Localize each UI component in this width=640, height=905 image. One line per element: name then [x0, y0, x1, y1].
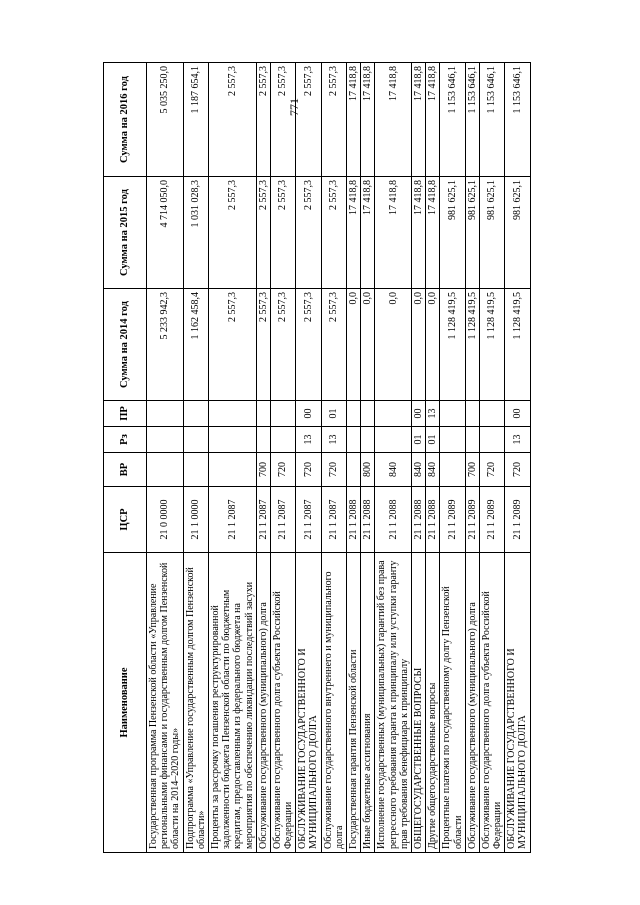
cell-name: Обслуживание государственного (муниципального) долга	[465, 553, 479, 853]
cell-pr	[479, 401, 504, 427]
cell-sum-2016: 1 187 654,1	[183, 63, 208, 177]
table-row	[256, 63, 270, 853]
cell-sum-2014: 0,0	[426, 289, 440, 401]
cell-vr	[347, 453, 361, 487]
cell-sum-2015: 17 418,8	[347, 177, 361, 289]
cell-csr: 21 1 2088	[361, 487, 375, 553]
cell-sum-2014: 0,0	[347, 289, 361, 401]
cell-rz	[208, 427, 256, 453]
table-header-row	[104, 63, 147, 853]
cell-csr: 21 1 2087	[296, 487, 321, 553]
cell-sum-2014: 1 128 419,5	[465, 289, 479, 401]
table-row	[270, 63, 295, 853]
table-body	[147, 63, 531, 853]
table-row	[296, 63, 321, 853]
cell-name: Процентные платежи по государственному долгу Пензенской области	[440, 553, 465, 853]
cell-name: Исполнение государственных (муниципальных) гарантий без права регрессного требования гаранта к принципалу или уступки гаранту прав требования бенефициара к принципалу	[375, 553, 412, 853]
cell-vr	[208, 453, 256, 487]
cell-pr: 13	[426, 401, 440, 427]
cell-name: Обслуживание государственного (муниципального) долга	[256, 553, 270, 853]
cell-pr: 00	[411, 401, 425, 427]
cell-sum-2016: 1 153 646,1	[479, 63, 504, 177]
cell-name: Иные бюджетные ассигнования	[361, 553, 375, 853]
cell-sum-2016: 1 153 646,1	[440, 63, 465, 177]
cell-name: Обслуживание государственного внутреннего и муниципального долга	[321, 553, 346, 853]
cell-vr: 840	[411, 453, 425, 487]
table-row	[411, 63, 425, 853]
cell-rz: 01	[411, 427, 425, 453]
header-2016: Сумма на 2016 год	[104, 63, 147, 177]
cell-sum-2016: 2 557,3	[296, 63, 321, 177]
cell-vr: 700	[256, 453, 270, 487]
cell-sum-2016: 2 557,3	[270, 63, 295, 177]
cell-pr	[347, 401, 361, 427]
cell-sum-2014: 2 557,3	[296, 289, 321, 401]
cell-csr: 21 1 2087	[208, 487, 256, 553]
cell-csr: 21 1 2089	[440, 487, 465, 553]
cell-sum-2014: 0,0	[361, 289, 375, 401]
cell-pr	[440, 401, 465, 427]
cell-sum-2015: 981 625,1	[505, 177, 530, 289]
cell-name: Государственная программа Пензенской области «Управление региональными финансами и государственным долгом Пензенской области на 2014–2020 годы»	[147, 553, 184, 853]
cell-rz: 01	[426, 427, 440, 453]
cell-name: ОБСЛУЖИВАНИЕ ГОСУДАРСТВЕННОГО И МУНИЦИПАЛЬНОГО ДОЛГА	[296, 553, 321, 853]
cell-pr	[208, 401, 256, 427]
cell-sum-2015: 17 418,8	[411, 177, 425, 289]
cell-sum-2015: 17 418,8	[361, 177, 375, 289]
header-vr: ВР	[104, 453, 147, 487]
table-row	[361, 63, 375, 853]
table-row	[375, 63, 412, 853]
cell-pr	[183, 401, 208, 427]
cell-sum-2015: 2 557,3	[256, 177, 270, 289]
cell-sum-2016: 17 418,8	[361, 63, 375, 177]
cell-sum-2014: 1 128 419,5	[505, 289, 530, 401]
table-row	[479, 63, 504, 853]
cell-rz	[361, 427, 375, 453]
cell-sum-2016: 1 153 646,1	[505, 63, 530, 177]
cell-name: Подпрограмма «Управление государственным долгом Пензенской области»	[183, 553, 208, 853]
cell-csr: 21 1 2088	[411, 487, 425, 553]
cell-csr: 21 1 2088	[426, 487, 440, 553]
cell-vr: 800	[361, 453, 375, 487]
cell-rz	[465, 427, 479, 453]
cell-rz	[256, 427, 270, 453]
cell-sum-2015: 981 625,1	[465, 177, 479, 289]
cell-sum-2014: 2 557,3	[208, 289, 256, 401]
cell-sum-2014: 5 233 942,3	[147, 289, 184, 401]
cell-vr: 720	[479, 453, 504, 487]
table-row	[147, 63, 184, 853]
cell-rz	[183, 427, 208, 453]
cell-sum-2014: 2 557,3	[256, 289, 270, 401]
cell-pr	[375, 401, 412, 427]
cell-rz: 13	[505, 427, 530, 453]
cell-sum-2015: 2 557,3	[296, 177, 321, 289]
cell-pr	[256, 401, 270, 427]
cell-pr: 00	[296, 401, 321, 427]
cell-sum-2016: 17 418,8	[347, 63, 361, 177]
cell-sum-2015: 2 557,3	[321, 177, 346, 289]
cell-sum-2015: 1 031 028,3	[183, 177, 208, 289]
cell-vr: 840	[375, 453, 412, 487]
table-row	[321, 63, 346, 853]
table-row	[465, 63, 479, 853]
budget-table	[103, 62, 531, 853]
header-2014: Сумма на 2014 год	[104, 289, 147, 401]
table-row	[183, 63, 208, 853]
header-rz: Рз	[104, 427, 147, 453]
header-name: Наименование	[104, 553, 147, 853]
cell-pr	[361, 401, 375, 427]
table-row	[440, 63, 465, 853]
cell-sum-2014: 2 557,3	[270, 289, 295, 401]
cell-csr: 21 1 2089	[465, 487, 479, 553]
cell-sum-2016: 5 035 250,0	[147, 63, 184, 177]
cell-sum-2015: 4 714 050,0	[147, 177, 184, 289]
header-2015: Сумма на 2015 год	[104, 177, 147, 289]
cell-sum-2016: 17 418,8	[411, 63, 425, 177]
cell-csr: 21 1 2088	[347, 487, 361, 553]
cell-sum-2015: 17 418,8	[375, 177, 412, 289]
cell-name: ОБСЛУЖИВАНИЕ ГОСУДАРСТВЕННОГО И МУНИЦИПАЛЬНОГО ДОЛГА	[505, 553, 530, 853]
cell-vr	[440, 453, 465, 487]
cell-name: Обслуживание государственного долга субъекта Российской Федерации	[270, 553, 295, 853]
cell-csr: 21 1 2087	[256, 487, 270, 553]
header-csr: ЦСР	[104, 487, 147, 553]
cell-sum-2015: 17 418,8	[426, 177, 440, 289]
cell-csr: 21 1 2087	[321, 487, 346, 553]
table-row	[347, 63, 361, 853]
cell-rz	[479, 427, 504, 453]
cell-sum-2015: 2 557,3	[270, 177, 295, 289]
cell-sum-2014: 0,0	[375, 289, 412, 401]
cell-vr: 720	[321, 453, 346, 487]
cell-rz: 13	[296, 427, 321, 453]
cell-sum-2014: 1 162 458,4	[183, 289, 208, 401]
cell-sum-2016: 2 557,3	[256, 63, 270, 177]
cell-pr: 00	[505, 401, 530, 427]
cell-pr	[147, 401, 184, 427]
cell-name: Обслуживание государственного долга субъекта Российской Федерации	[479, 553, 504, 853]
table-row	[505, 63, 530, 853]
cell-sum-2014: 0,0	[411, 289, 425, 401]
cell-sum-2016: 17 418,8	[426, 63, 440, 177]
cell-vr: 720	[270, 453, 295, 487]
cell-sum-2016: 17 418,8	[375, 63, 412, 177]
table-row	[426, 63, 440, 853]
cell-pr	[270, 401, 295, 427]
cell-name: Государственная гарантия Пензенской области	[347, 553, 361, 853]
cell-csr: 21 1 2089	[505, 487, 530, 553]
cell-rz	[147, 427, 184, 453]
cell-sum-2014: 1 128 419,5	[440, 289, 465, 401]
cell-rz	[270, 427, 295, 453]
cell-pr: 01	[321, 401, 346, 427]
cell-rz	[440, 427, 465, 453]
cell-sum-2015: 981 625,1	[440, 177, 465, 289]
cell-name: ОБЩЕГОСУДАРСТВЕННЫЕ ВОПРОСЫ	[411, 553, 425, 853]
cell-rz	[375, 427, 412, 453]
cell-sum-2015: 2 557,3	[208, 177, 256, 289]
cell-vr: 720	[505, 453, 530, 487]
table-row	[208, 63, 256, 853]
cell-rz	[347, 427, 361, 453]
page-number: 771	[286, 98, 301, 116]
rotated-table-container	[103, 63, 535, 853]
cell-vr	[147, 453, 184, 487]
cell-csr: 21 1 2087	[270, 487, 295, 553]
cell-sum-2015: 981 625,1	[479, 177, 504, 289]
cell-sum-2014: 2 557,3	[321, 289, 346, 401]
cell-vr: 720	[296, 453, 321, 487]
cell-name: Проценты за рассрочку погашения реструктурированной задолженности бюджета Пензенской области по бюджетным кредитам, предоставленным из федерального бюджета на мероприятия по обеспечению ликвидации последствий засухи	[208, 553, 256, 853]
cell-csr: 21 1 2088	[375, 487, 412, 553]
cell-sum-2016: 1 153 646,1	[465, 63, 479, 177]
cell-vr	[183, 453, 208, 487]
cell-rz: 13	[321, 427, 346, 453]
cell-sum-2016: 2 557,3	[208, 63, 256, 177]
cell-vr: 700	[465, 453, 479, 487]
cell-name: Другие общегосударственные вопросы	[426, 553, 440, 853]
cell-vr: 840	[426, 453, 440, 487]
cell-csr: 21 1 2089	[479, 487, 504, 553]
cell-csr: 21 0 0000	[147, 487, 184, 553]
cell-sum-2014: 1 128 419,5	[479, 289, 504, 401]
header-pr: ПР	[104, 401, 147, 427]
cell-sum-2016: 2 557,3	[321, 63, 346, 177]
cell-pr	[465, 401, 479, 427]
cell-csr: 21 1 0000	[183, 487, 208, 553]
